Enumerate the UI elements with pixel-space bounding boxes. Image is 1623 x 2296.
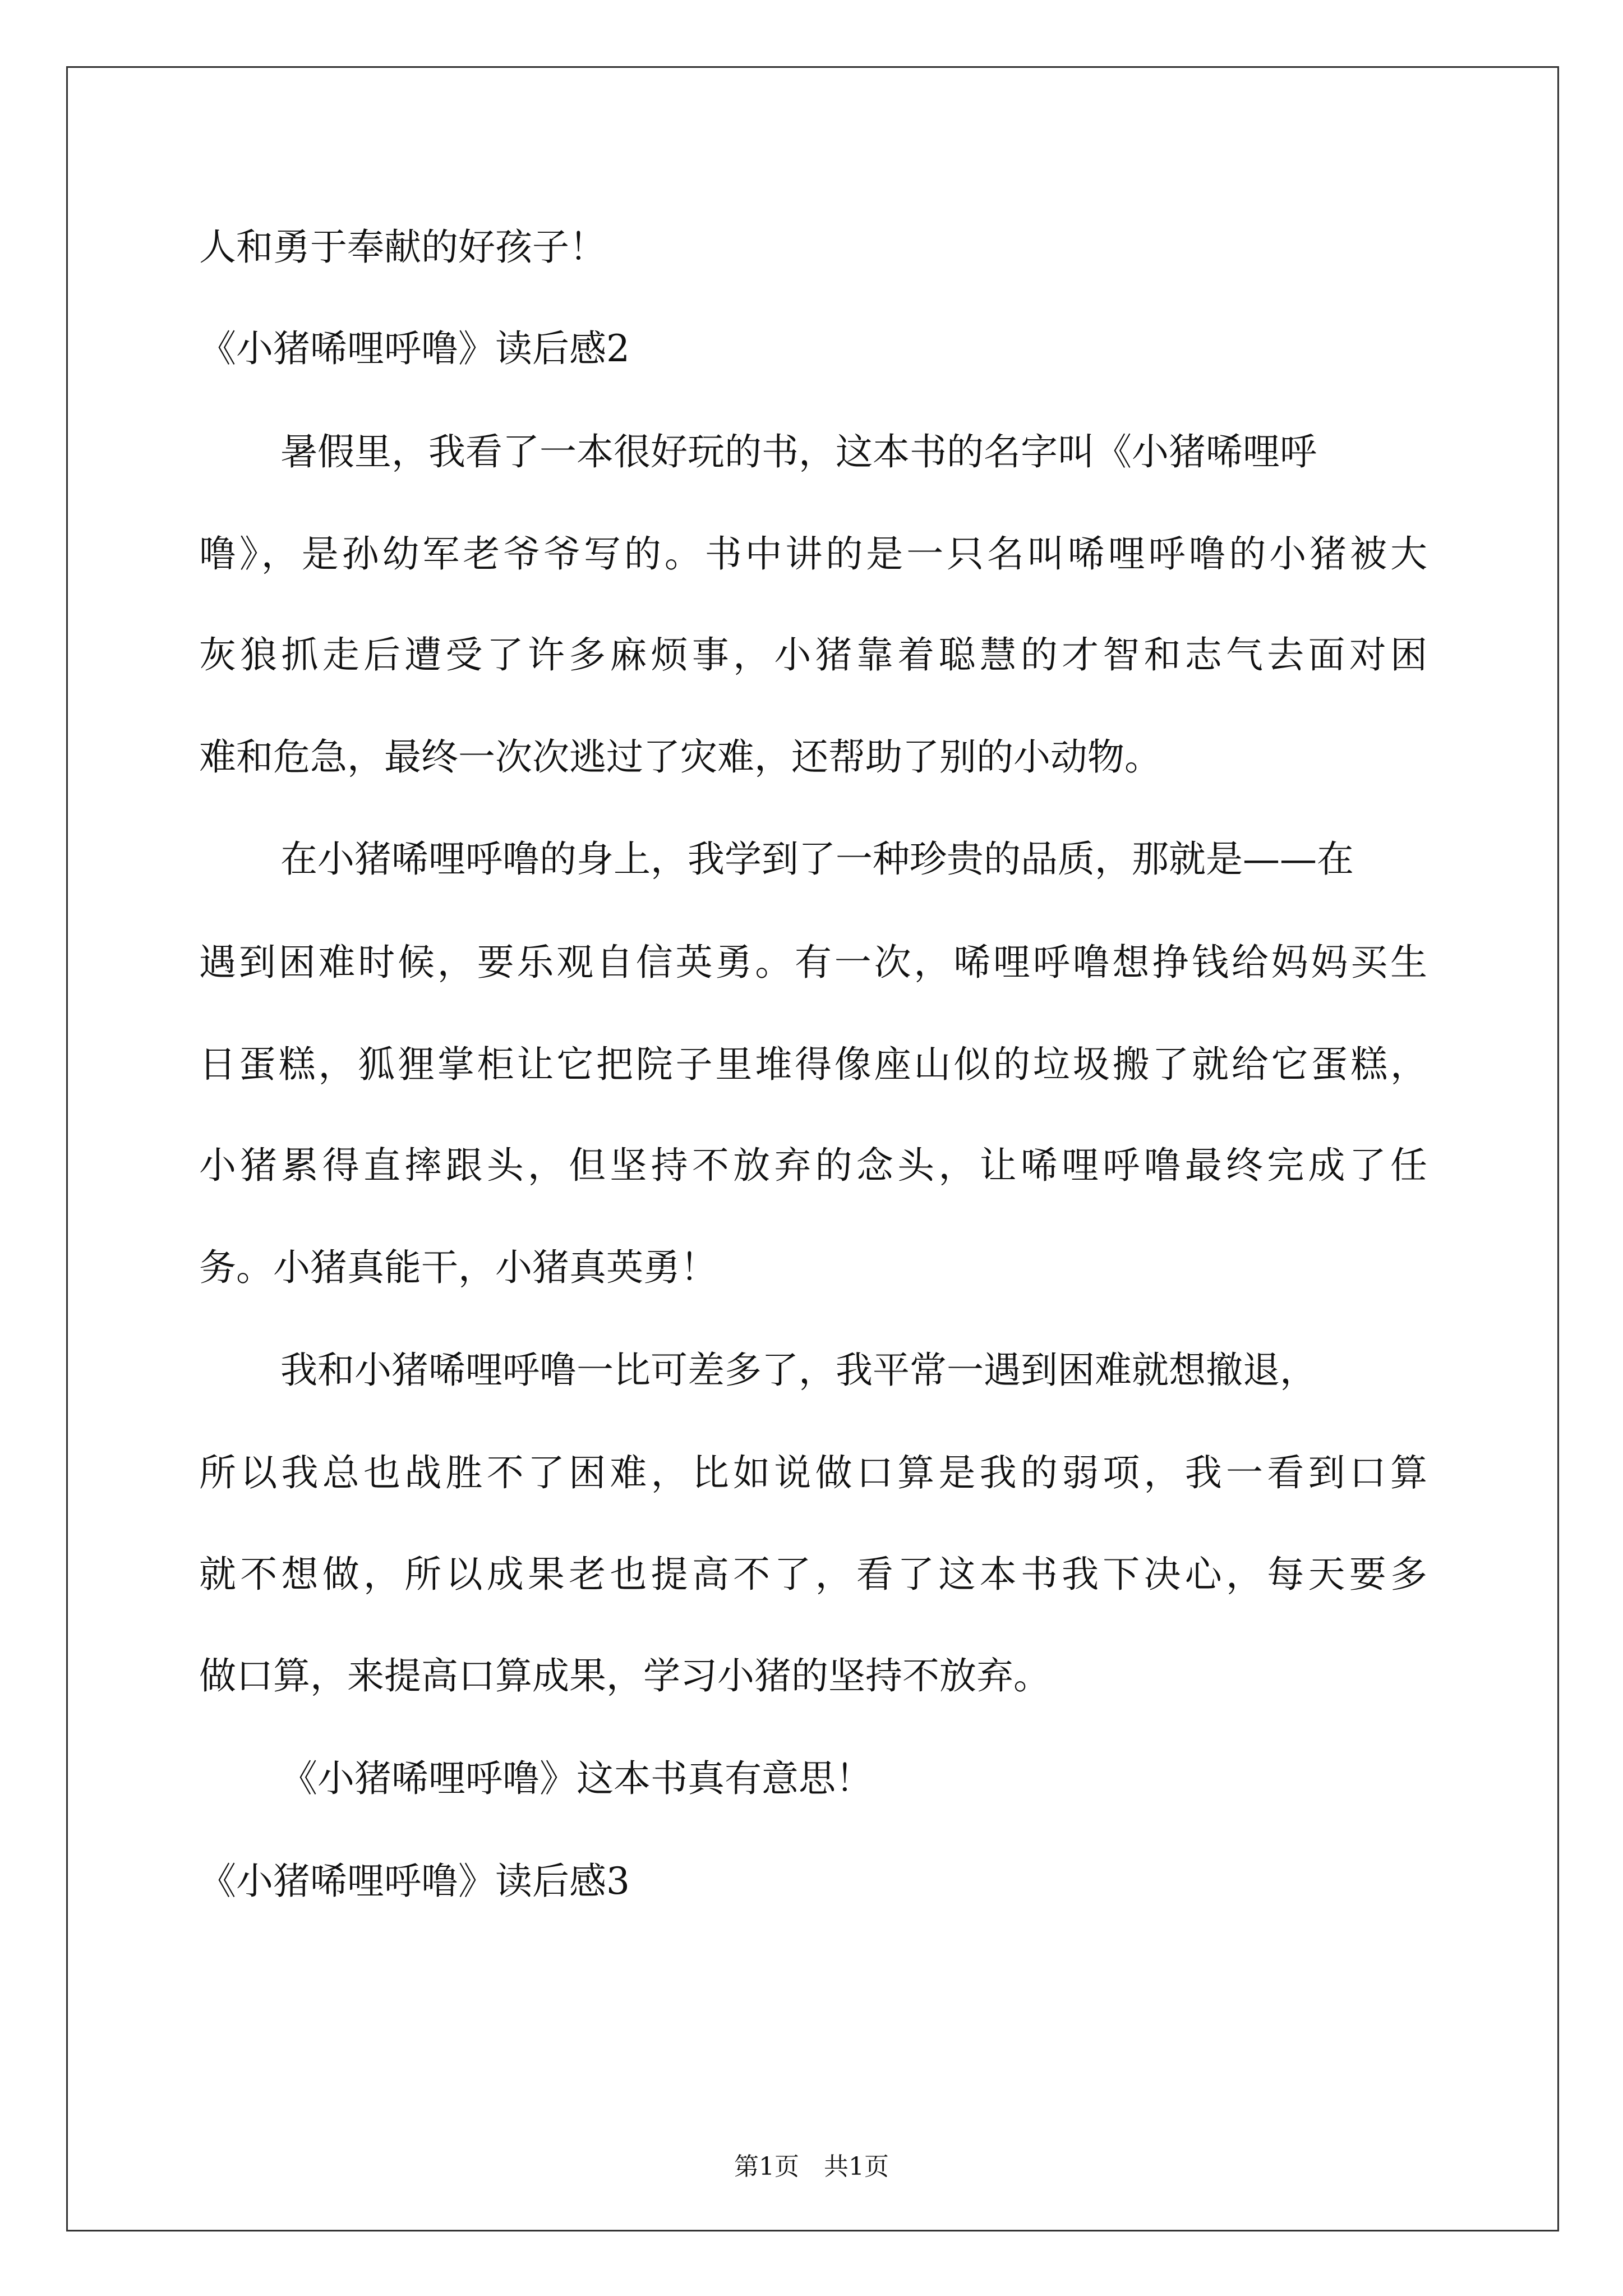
paragraph-line: 灰狼抓走后遭受了许多麻烦事，小猪靠着聪慧的才智和志气去面对困: [199, 633, 1427, 677]
paragraph-line: 务。小猪真能干，小猪真英勇！: [199, 1246, 717, 1289]
paragraph-line: 所以我总也战胜不了困难，比如说做口算是我的弱项，我一看到口算: [199, 1451, 1427, 1494]
paragraph-line: 我和小猪唏哩呼噜一比可差多了，我平常一遇到困难就想撤退，: [280, 1349, 1317, 1392]
paragraph-line: 小猪累得直摔跟头，但坚持不放弃的念头，让唏哩呼噜最终完成了任: [199, 1144, 1427, 1187]
paragraph-line: 噜》，是孙幼军老爷爷写的。书中讲的是一只名叫唏哩呼噜的小猪被大: [199, 532, 1427, 576]
paragraph-line: 人和勇于奉献的好孩子！: [199, 226, 606, 269]
paragraph-line: 做口算，来提高口算成果，学习小猪的坚持不放弃。: [199, 1654, 1050, 1697]
paragraph-line: 《小猪唏哩呼噜》这本书真有意思！: [280, 1757, 873, 1800]
paragraph-line: 遇到困难时候，要乐观自信英勇。有一次，唏哩呼噜想挣钱给妈妈买生: [199, 941, 1427, 984]
paragraph-line: 日蛋糕，狐狸掌柜让它把院子里堆得像座山似的垃圾搬了就给它蛋糕，: [199, 1043, 1427, 1086]
paragraph-line: 暑假里，我看了一本很好玩的书，这本书的名字叫《小猪唏哩呼: [280, 430, 1317, 473]
paragraph-line: 就不想做，所以成果老也提高不了，看了这本书我下决心，每天要多: [199, 1553, 1427, 1596]
paragraph-line: 在小猪唏哩呼噜的身上，我学到了一种珍贵的品质，那就是——在: [280, 838, 1354, 881]
paragraph-line: 难和危急，最终一次次逃过了灾难，还帮助了别的小动物。: [199, 735, 1161, 779]
page-number: 第1页 共1页: [734, 2152, 889, 2181]
section-heading: 《小猪唏哩呼噜》读后感3: [199, 1860, 630, 1903]
section-heading: 《小猪唏哩呼噜》读后感2: [199, 327, 630, 370]
